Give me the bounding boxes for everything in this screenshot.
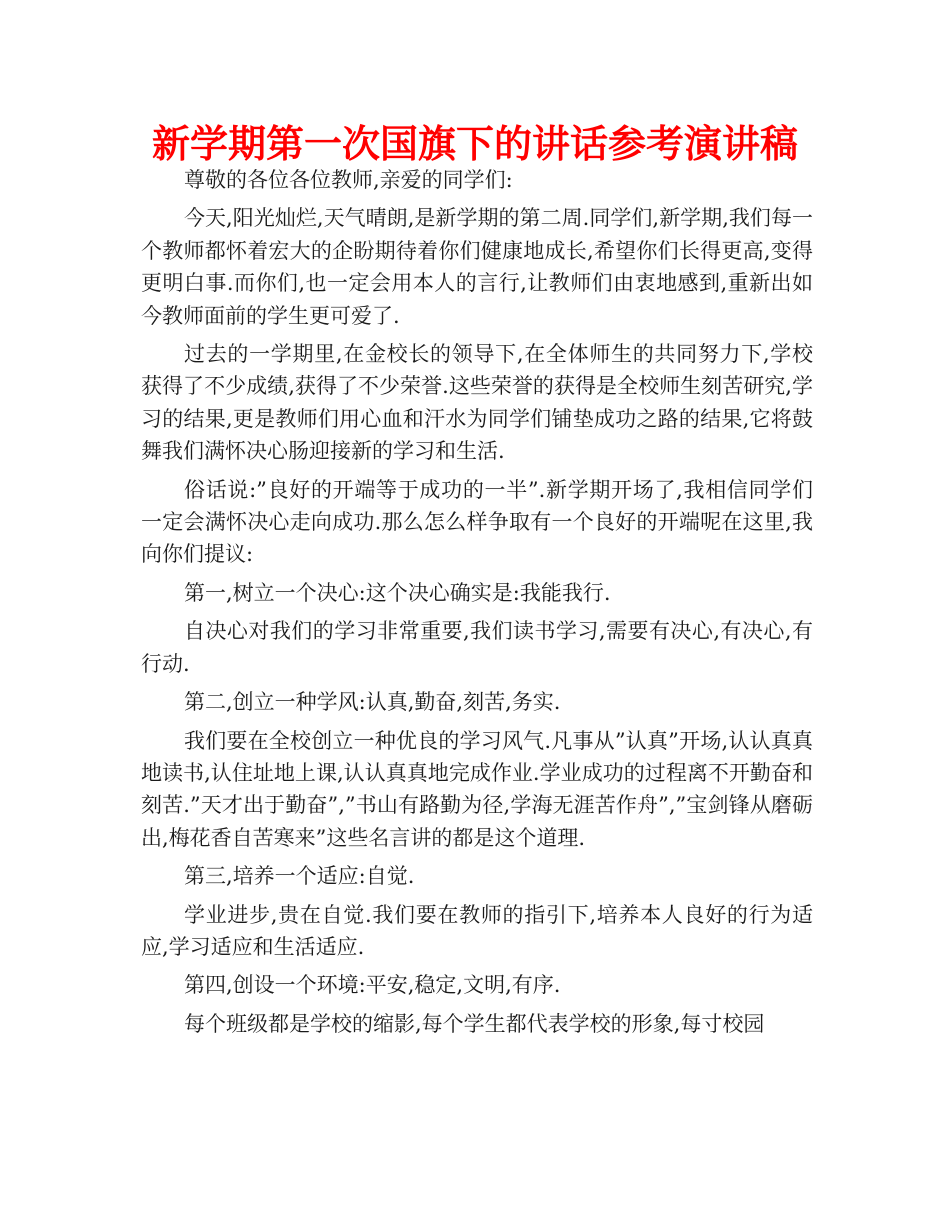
paragraph: 第一,树立一个决心:这个决心确实是:我能我行. bbox=[184, 580, 611, 605]
paragraph: 今天,阳光灿烂,天气晴朗,是新学期的第二周.同学们,新学期,我们每一个教师都怀着宏大的企盼期待着你们健康地成长,希望你们长得更高,变得更明白事.而你们,也一定会用本人的言行,让教师们由衷地感到,重新出如今教师面前的学生更可爱了. bbox=[141, 206, 813, 328]
document-title: 新学期第一次国旗下的讲话参考演讲稿 bbox=[151, 122, 798, 166]
paragraph: 每个班级都是学校的缩影,每个学生都代表学校的形象,每寸校园 bbox=[184, 1011, 765, 1036]
paragraph: 我们要在全校创立一种优良的学习风气.凡事从”认真”开场,认认真真地读书,认住址地上课,认认真真地完成作业.学业成功的过程离不开勤奋和刻苦.”天才出于勤奋”,”书山有路勤为径,学海无涯苦作舟”,”宝剑锋从磨砺出,梅花香自苦寒来”这些名言讲的都是这个道理. bbox=[141, 728, 813, 850]
paragraph: 第二,创立一种学风:认真,勤奋,刻苦,务实. bbox=[184, 690, 561, 715]
paragraph: 学业进步,贵在自觉.我们要在教师的指引下,培养本人良好的行为适应,学习适应和生活适应. bbox=[141, 902, 813, 959]
paragraph: 俗话说:”良好的开端等于成功的一半”.新学期开场了,我相信同学们一定会满怀决心走向成功.那么怎么样争取有一个良好的开端呢在这里,我向你们提议: bbox=[141, 477, 813, 567]
paragraph: 尊敬的各位各位教师,亲爱的同学们: bbox=[184, 168, 513, 192]
paragraph: 第三,培养一个适应:自觉. bbox=[184, 864, 415, 889]
paragraph: 过去的一学期里,在金校长的领导下,在全体师生的共同努力下,学校获得了不少成绩,获得了不少荣誉.这些荣誉的获得是全校师生刻苦研究,学习的结果,更是教师们用心血和汗水为同学们铺垫成功之路的结果,它将鼓舞我们满怀决心肠迎接新的学习和生活. bbox=[141, 342, 813, 464]
document-body bbox=[141, 164, 813, 1046]
paragraph: 第四,创设一个环境:平安,稳定,文明,有序. bbox=[184, 973, 561, 998]
paragraph: 自决心对我们的学习非常重要,我们读书学习,需要有决心,有决心,有行动. bbox=[141, 619, 813, 676]
